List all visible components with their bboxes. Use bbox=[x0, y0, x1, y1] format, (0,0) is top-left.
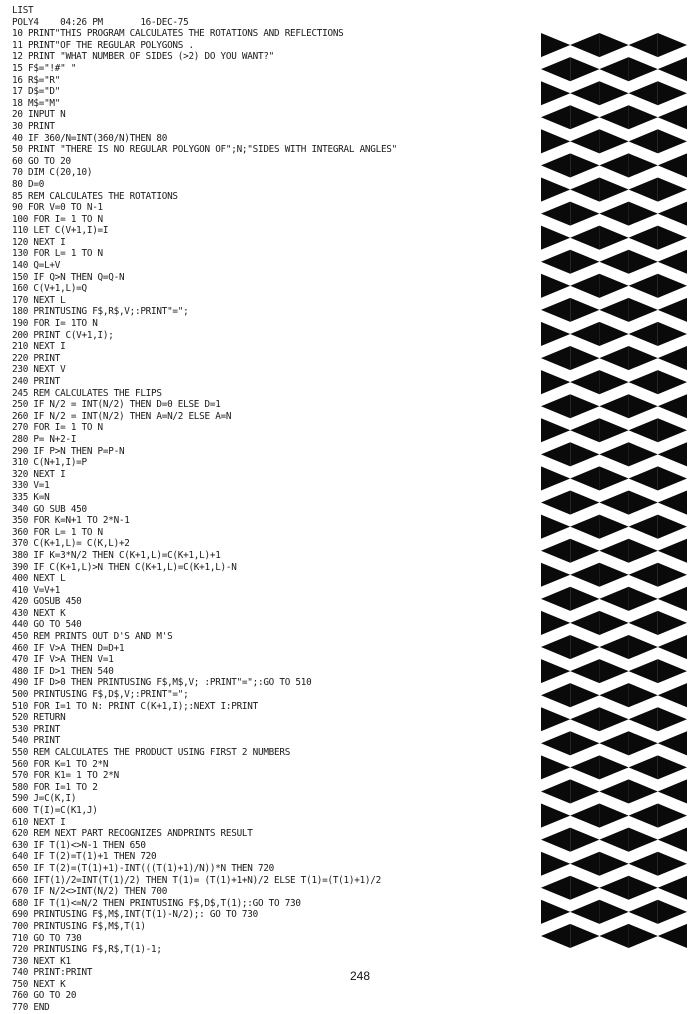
code-line: 30 PRINT bbox=[12, 120, 55, 132]
code-line: 650 IF T(2)=(T(1)+1)-INT(((T(1)+1)/N))*N THEN 720 bbox=[12, 862, 275, 874]
border-triangle bbox=[541, 563, 570, 587]
code-line: 18 M$="M" bbox=[12, 97, 61, 109]
code-line: 660 IFT(1)/2=INT(T(1)/2) THEN T(1)= (T(1)+1+N)/2 ELSE T(1)=(T(1)+1)/2 bbox=[12, 874, 381, 886]
code-line: 50 PRINT "THERE IS NO REGULAR POLYGON OF";N;"SIDES WITH INTEGRAL ANGLES" bbox=[12, 144, 397, 156]
border-triangle bbox=[599, 611, 628, 635]
border-triangle bbox=[629, 466, 658, 490]
border-triangle bbox=[629, 394, 658, 418]
border-triangle bbox=[599, 924, 628, 948]
border-triangle bbox=[570, 731, 599, 755]
code-line: POLY4 04:26 PM 16-DEC-75 bbox=[12, 16, 189, 28]
border-triangle bbox=[658, 33, 687, 57]
code-line: 140 Q=L+V bbox=[12, 260, 61, 272]
code-line: 16 R$="R" bbox=[12, 74, 61, 86]
code-line: 500 PRINTUSING F$,D$,V;:PRINT"="; bbox=[12, 689, 189, 701]
border-triangle bbox=[570, 900, 599, 924]
border-triangle bbox=[629, 81, 658, 105]
border-triangle bbox=[570, 226, 599, 250]
code-line: 370 C(K+1,L)= C(K,L)+2 bbox=[12, 538, 130, 550]
code-line: 120 NEXT I bbox=[12, 236, 66, 248]
border-triangle bbox=[629, 298, 658, 322]
border-triangle bbox=[599, 274, 628, 298]
code-line: 17 D$="D" bbox=[12, 86, 61, 98]
code-line: 190 FOR I= 1TO N bbox=[12, 318, 98, 330]
border-triangle bbox=[541, 635, 570, 659]
border-triangle bbox=[658, 226, 687, 250]
code-line: 740 PRINT:PRINT bbox=[12, 967, 93, 979]
code-line: 270 FOR I= 1 TO N bbox=[12, 422, 103, 434]
border-triangle bbox=[570, 828, 599, 852]
border-triangle bbox=[599, 346, 628, 370]
border-triangle bbox=[570, 394, 599, 418]
border-triangle bbox=[541, 178, 570, 202]
border-triangle bbox=[629, 924, 658, 948]
code-line: 10 PRINT"THIS PROGRAM CALCULATES THE ROTATIONS AND REFLECTIONS bbox=[12, 28, 344, 40]
border-triangle bbox=[599, 129, 628, 153]
border-triangle bbox=[541, 202, 570, 226]
border-triangle bbox=[570, 33, 599, 57]
code-line: 600 T(I)=C(K1,J) bbox=[12, 804, 98, 816]
code-line: 610 NEXT I bbox=[12, 816, 66, 828]
code-line: 70 DIM C(20,10) bbox=[12, 167, 93, 179]
code-line: 640 IF T(2)=T(1)+1 THEN 720 bbox=[12, 851, 157, 863]
border-triangle bbox=[570, 876, 599, 900]
border-triangle bbox=[658, 57, 687, 81]
border-triangle bbox=[599, 105, 628, 129]
border-triangle bbox=[658, 129, 687, 153]
border-triangle bbox=[629, 804, 658, 828]
border-triangle bbox=[541, 755, 570, 779]
border-triangle bbox=[658, 394, 687, 418]
code-line: 570 FOR K1= 1 TO 2*N bbox=[12, 770, 119, 782]
code-line: 170 NEXT L bbox=[12, 294, 66, 306]
border-triangle bbox=[541, 466, 570, 490]
code-line: 245 REM CALCULATES THE FLIPS bbox=[12, 387, 162, 399]
border-triangle bbox=[541, 731, 570, 755]
border-triangle bbox=[541, 491, 570, 515]
border-triangle bbox=[570, 779, 599, 803]
border-triangle bbox=[658, 611, 687, 635]
code-line: 720 PRINTUSING F$,R$,T(1)-1; bbox=[12, 944, 162, 956]
border-triangle bbox=[599, 442, 628, 466]
code-line: 15 F$="!#" " bbox=[12, 62, 77, 74]
border-triangle bbox=[599, 707, 628, 731]
border-triangle bbox=[629, 876, 658, 900]
border-triangle bbox=[658, 924, 687, 948]
border-triangle bbox=[599, 779, 628, 803]
code-line: 390 IF C(K+1,L)>N THEN C(K+1,L)=C(K+1,L)-N bbox=[12, 561, 237, 573]
code-line: 760 GO TO 20 bbox=[12, 990, 77, 1002]
border-triangle bbox=[599, 635, 628, 659]
border-triangle bbox=[658, 779, 687, 803]
border-triangle bbox=[658, 346, 687, 370]
border-triangle bbox=[570, 274, 599, 298]
border-triangle bbox=[629, 707, 658, 731]
border-triangle bbox=[570, 250, 599, 274]
page-number: 248 bbox=[350, 969, 371, 983]
code-line: 220 PRINT bbox=[12, 352, 61, 364]
border-triangle bbox=[629, 129, 658, 153]
border-triangle bbox=[658, 707, 687, 731]
border-triangle bbox=[658, 418, 687, 442]
border-triangle bbox=[658, 178, 687, 202]
border-triangle bbox=[570, 178, 599, 202]
border-triangle bbox=[599, 153, 628, 177]
border-triangle bbox=[629, 178, 658, 202]
border-triangle bbox=[658, 466, 687, 490]
border-triangle bbox=[658, 322, 687, 346]
border-triangle bbox=[658, 755, 687, 779]
code-line: 200 PRINT C(V+1,I); bbox=[12, 329, 114, 341]
code-line: LIST bbox=[12, 5, 34, 16]
border-triangle bbox=[658, 81, 687, 105]
border-triangle bbox=[599, 852, 628, 876]
border-triangle bbox=[541, 57, 570, 81]
border-triangle bbox=[541, 129, 570, 153]
code-line: 160 C(V+1,L)=Q bbox=[12, 283, 87, 295]
border-triangle bbox=[658, 298, 687, 322]
border-triangle bbox=[541, 394, 570, 418]
code-line: 770 END bbox=[12, 1002, 50, 1014]
border-triangle bbox=[629, 105, 658, 129]
code-line: 430 NEXT K bbox=[12, 607, 66, 619]
border-triangle bbox=[629, 418, 658, 442]
border-triangle bbox=[599, 178, 628, 202]
code-line: 180 PRINTUSING F$,R$,V;:PRINT"="; bbox=[12, 306, 189, 318]
decorative-triangle-border bbox=[541, 33, 687, 948]
border-triangle bbox=[541, 804, 570, 828]
border-triangle bbox=[541, 322, 570, 346]
border-triangle bbox=[541, 659, 570, 683]
code-line: 350 FOR K=N+1 TO 2*N-1 bbox=[12, 515, 130, 527]
border-triangle bbox=[629, 731, 658, 755]
code-line: 750 NEXT K bbox=[12, 978, 66, 990]
border-triangle bbox=[658, 274, 687, 298]
program-listing bbox=[12, 5, 532, 1014]
border-triangle bbox=[541, 876, 570, 900]
code-line: 100 FOR I= 1 TO N bbox=[12, 213, 103, 225]
code-line: 360 FOR L= 1 TO N bbox=[12, 526, 103, 538]
border-triangle bbox=[599, 466, 628, 490]
code-line: 230 NEXT V bbox=[12, 364, 66, 376]
border-triangle bbox=[658, 250, 687, 274]
border-triangle bbox=[629, 202, 658, 226]
code-line: 380 IF K=3*N/2 THEN C(K+1,L)=C(K+1,L)+1 bbox=[12, 549, 221, 561]
code-line: 110 LET C(V+1,I)=I bbox=[12, 225, 109, 237]
border-triangle bbox=[658, 442, 687, 466]
border-triangle bbox=[658, 635, 687, 659]
border-triangle bbox=[541, 852, 570, 876]
code-line: 90 FOR V=0 TO N-1 bbox=[12, 202, 103, 214]
border-triangle bbox=[570, 539, 599, 563]
border-triangle bbox=[599, 370, 628, 394]
border-triangle bbox=[658, 370, 687, 394]
border-triangle bbox=[599, 876, 628, 900]
code-line: 550 REM CALCULATES THE PRODUCT USING FIRST 2 NUMBERS bbox=[12, 747, 291, 758]
border-triangle bbox=[658, 828, 687, 852]
border-triangle bbox=[658, 587, 687, 611]
border-triangle bbox=[541, 828, 570, 852]
border-triangle bbox=[658, 852, 687, 876]
border-triangle bbox=[629, 635, 658, 659]
code-line: 250 IF N/2 = INT(N/2) THEN D=0 ELSE D=1 bbox=[12, 399, 221, 411]
code-line: 320 NEXT I bbox=[12, 468, 66, 480]
code-line: 290 IF P>N THEN P=P-N bbox=[12, 445, 125, 457]
border-triangle bbox=[570, 515, 599, 539]
border-triangle bbox=[570, 611, 599, 635]
border-triangle bbox=[629, 226, 658, 250]
code-line: 11 PRINT"OF THE REGULAR POLYGONS . bbox=[12, 39, 194, 51]
border-triangle bbox=[570, 466, 599, 490]
border-triangle bbox=[599, 828, 628, 852]
border-triangle bbox=[570, 852, 599, 876]
border-triangle bbox=[541, 587, 570, 611]
border-triangle bbox=[570, 370, 599, 394]
border-triangle bbox=[599, 250, 628, 274]
border-triangle bbox=[629, 563, 658, 587]
code-line: 450 REM PRINTS OUT D'S AND M'S bbox=[12, 631, 173, 643]
border-triangle bbox=[599, 322, 628, 346]
border-triangle bbox=[541, 515, 570, 539]
border-triangle bbox=[658, 563, 687, 587]
border-triangle bbox=[541, 298, 570, 322]
border-triangle bbox=[570, 418, 599, 442]
border-triangle bbox=[599, 491, 628, 515]
border-triangle bbox=[629, 539, 658, 563]
code-line: 470 IF V>A THEN V=1 bbox=[12, 654, 114, 666]
code-line: 710 GO TO 730 bbox=[12, 932, 82, 944]
border-triangle bbox=[629, 346, 658, 370]
border-triangle bbox=[570, 707, 599, 731]
code-line: 80 D=0 bbox=[12, 178, 45, 190]
code-line: 540 PRINT bbox=[12, 735, 61, 747]
border-triangle bbox=[541, 779, 570, 803]
code-line: 340 GO SUB 450 bbox=[12, 503, 87, 515]
border-triangle bbox=[541, 250, 570, 274]
border-triangle bbox=[629, 659, 658, 683]
code-line: 440 GO TO 540 bbox=[12, 619, 82, 631]
code-line: 460 IF V>A THEN D=D+1 bbox=[12, 642, 125, 654]
border-triangle bbox=[599, 81, 628, 105]
border-triangle bbox=[658, 153, 687, 177]
code-line: 490 IF D>0 THEN PRINTUSING F$,M$,V; :PRINT"=";:GO TO 510 bbox=[12, 677, 312, 689]
border-triangle bbox=[570, 924, 599, 948]
border-triangle bbox=[570, 635, 599, 659]
border-triangle bbox=[541, 226, 570, 250]
border-triangle bbox=[629, 779, 658, 803]
border-triangle bbox=[570, 683, 599, 707]
border-triangle bbox=[599, 418, 628, 442]
code-line: 730 NEXT K1 bbox=[12, 955, 71, 967]
code-line: 420 GOSUB 450 bbox=[12, 596, 82, 608]
border-triangle bbox=[570, 298, 599, 322]
code-line: 260 IF N/2 = INT(N/2) THEN A=N/2 ELSE A=N bbox=[12, 410, 232, 422]
border-triangle bbox=[629, 515, 658, 539]
border-triangle bbox=[570, 129, 599, 153]
border-triangle bbox=[570, 491, 599, 515]
border-triangle bbox=[541, 274, 570, 298]
border-triangle bbox=[599, 394, 628, 418]
border-triangle bbox=[570, 755, 599, 779]
border-triangle bbox=[629, 852, 658, 876]
border-triangle bbox=[658, 900, 687, 924]
border-triangle bbox=[570, 563, 599, 587]
border-triangle bbox=[629, 57, 658, 81]
code-line: 480 IF D>1 THEN 540 bbox=[12, 665, 114, 677]
border-triangle bbox=[570, 587, 599, 611]
code-line: 85 REM CALCULATES THE ROTATIONS bbox=[12, 190, 178, 202]
border-triangle bbox=[541, 924, 570, 948]
border-triangle bbox=[599, 226, 628, 250]
border-triangle bbox=[541, 81, 570, 105]
code-line: 20 INPUT N bbox=[12, 109, 66, 121]
code-line: 690 PRINTUSING F$,M$,INT(T(1)-N/2);: GO TO 730 bbox=[12, 909, 258, 921]
border-triangle bbox=[541, 442, 570, 466]
border-triangle bbox=[658, 539, 687, 563]
border-triangle bbox=[541, 900, 570, 924]
border-triangle bbox=[541, 539, 570, 563]
border-triangle bbox=[629, 900, 658, 924]
border-triangle bbox=[629, 274, 658, 298]
border-triangle bbox=[541, 105, 570, 129]
border-triangle bbox=[599, 659, 628, 683]
code-line: 620 REM NEXT PART RECOGNIZES ANDPRINTS RESULT bbox=[12, 828, 253, 840]
code-line: 12 PRINT "WHAT NUMBER OF SIDES (>2) DO YOU WANT?" bbox=[12, 51, 275, 63]
border-triangle bbox=[658, 659, 687, 683]
border-triangle bbox=[570, 659, 599, 683]
border-triangle bbox=[570, 81, 599, 105]
border-triangle bbox=[541, 346, 570, 370]
code-line: 670 IF N/2<>INT(N/2) THEN 700 bbox=[12, 886, 168, 898]
border-triangle bbox=[541, 611, 570, 635]
code-line: 240 PRINT bbox=[12, 376, 61, 387]
code-line: 520 RETURN bbox=[12, 712, 66, 724]
border-triangle bbox=[629, 33, 658, 57]
border-triangle bbox=[541, 153, 570, 177]
border-triangle bbox=[570, 442, 599, 466]
border-triangle bbox=[658, 731, 687, 755]
code-line: 330 V=1 bbox=[12, 480, 50, 492]
border-triangle bbox=[629, 683, 658, 707]
border-triangle bbox=[629, 491, 658, 515]
border-triangle bbox=[629, 611, 658, 635]
border-triangle bbox=[599, 755, 628, 779]
border-triangle bbox=[570, 322, 599, 346]
border-triangle bbox=[599, 515, 628, 539]
code-line: 680 IF T(1)<=N/2 THEN PRINTUSING F$,D$,T(1);:GO TO 730 bbox=[12, 897, 301, 909]
code-line: 560 FOR K=1 TO 2*N bbox=[12, 758, 109, 770]
border-triangle bbox=[570, 202, 599, 226]
code-line: 410 V=V+1 bbox=[12, 584, 61, 596]
border-triangle bbox=[599, 683, 628, 707]
code-line: 700 PRINTUSING F$,M$,T(1) bbox=[12, 920, 146, 932]
border-triangle bbox=[599, 587, 628, 611]
code-line: 150 IF Q>N THEN Q=Q-N bbox=[12, 271, 125, 283]
code-line: 40 IF 360/N=INT(360/N)THEN 80 bbox=[12, 132, 168, 144]
border-triangle bbox=[599, 202, 628, 226]
code-line: 310 C(N+1,I)=P bbox=[12, 457, 87, 469]
code-line: 530 PRINT bbox=[12, 723, 61, 735]
code-line: 335 K=N bbox=[12, 491, 50, 503]
border-triangle bbox=[570, 57, 599, 81]
border-triangle bbox=[570, 804, 599, 828]
border-triangle bbox=[629, 442, 658, 466]
border-triangle bbox=[658, 515, 687, 539]
border-triangle bbox=[658, 491, 687, 515]
code-line: 280 P= N+2-I bbox=[12, 433, 77, 445]
code-line: 580 FOR I=1 TO 2 bbox=[12, 781, 98, 793]
border-triangle bbox=[541, 707, 570, 731]
border-triangle bbox=[599, 57, 628, 81]
border-triangle bbox=[599, 804, 628, 828]
code-line: 630 IF T(1)<>N-1 THEN 650 bbox=[12, 839, 146, 851]
border-triangle bbox=[658, 683, 687, 707]
border-triangle bbox=[541, 370, 570, 394]
border-triangle bbox=[658, 804, 687, 828]
border-triangle bbox=[599, 298, 628, 322]
border-triangle bbox=[541, 418, 570, 442]
border-triangle bbox=[599, 563, 628, 587]
code-line: 400 NEXT L bbox=[12, 573, 66, 585]
code-line: 60 GO TO 20 bbox=[12, 155, 71, 167]
border-triangle bbox=[599, 539, 628, 563]
code-line: 130 FOR L= 1 TO N bbox=[12, 248, 103, 260]
code-line: 590 J=C(K,I) bbox=[12, 793, 77, 805]
border-triangle bbox=[541, 33, 570, 57]
border-triangle bbox=[570, 346, 599, 370]
code-line: 510 FOR I=1 TO N: PRINT C(K+1,I);:NEXT I:PRINT bbox=[12, 700, 258, 712]
border-triangle bbox=[629, 370, 658, 394]
border-triangle bbox=[599, 33, 628, 57]
border-triangle bbox=[629, 153, 658, 177]
code-line: 210 NEXT I bbox=[12, 341, 66, 353]
border-triangle bbox=[599, 731, 628, 755]
border-triangle bbox=[629, 755, 658, 779]
border-triangle bbox=[658, 105, 687, 129]
border-triangle bbox=[629, 587, 658, 611]
border-triangle bbox=[658, 876, 687, 900]
border-triangle bbox=[541, 683, 570, 707]
border-triangle bbox=[658, 202, 687, 226]
border-triangle bbox=[570, 153, 599, 177]
border-triangle bbox=[629, 828, 658, 852]
border-triangle bbox=[629, 322, 658, 346]
border-triangle bbox=[570, 105, 599, 129]
border-triangle bbox=[599, 900, 628, 924]
border-triangle bbox=[629, 250, 658, 274]
